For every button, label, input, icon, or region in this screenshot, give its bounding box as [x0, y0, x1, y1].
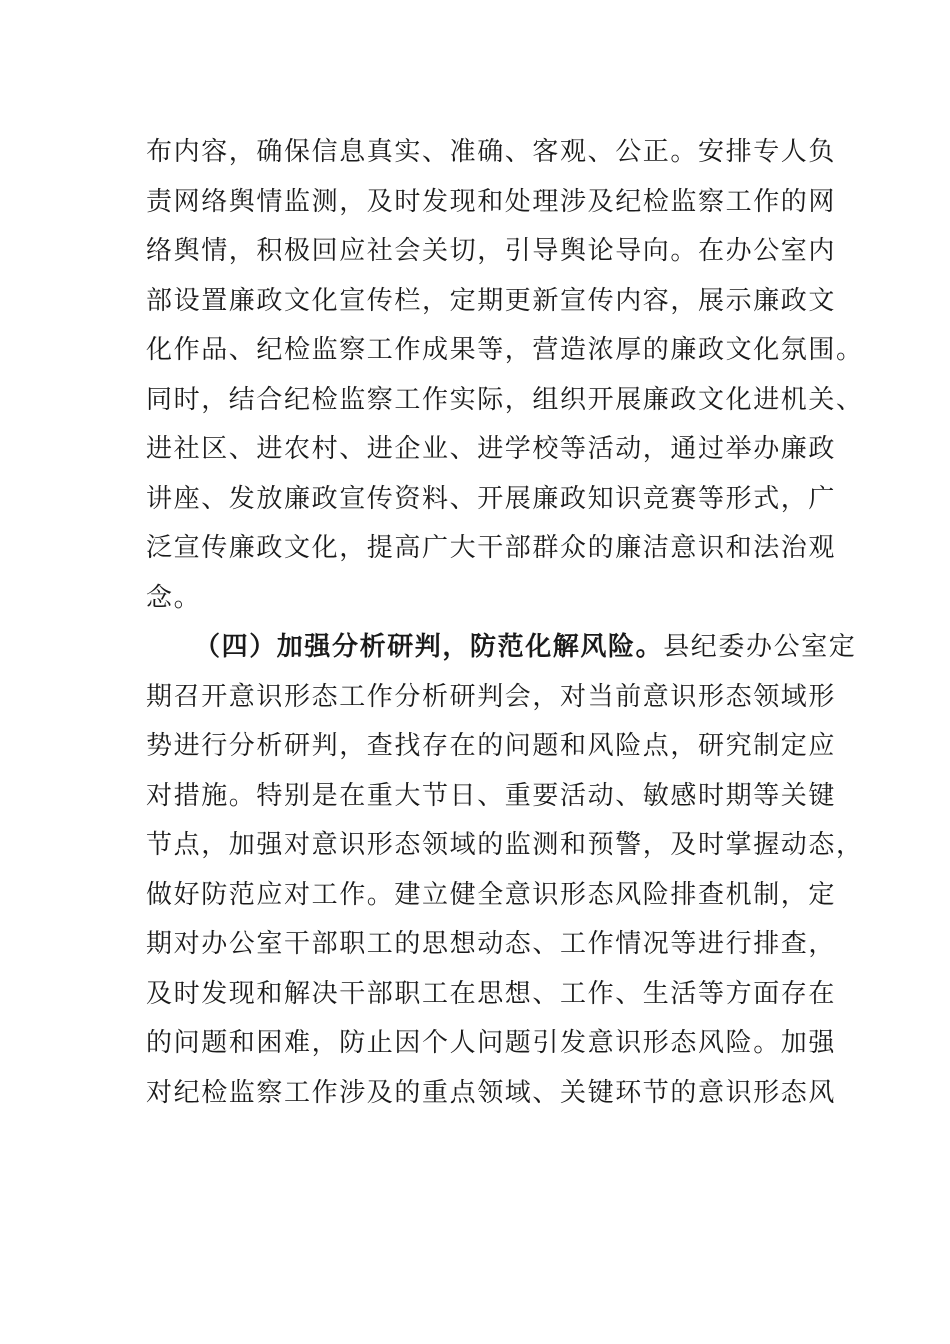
- paragraph-line: 对措施。特别是在重大节日、重要活动、敏感时期等关键: [146, 780, 837, 811]
- paragraph-line: 络舆情，积极回应社会关切，引导舆论导向。在办公室内: [146, 236, 837, 266]
- paragraph-line: 期对办公室干部职工的思想动态、工作情况等进行排查，: [146, 929, 837, 959]
- paragraph-line: 的问题和困难，防止因个人问题引发意识形态风险。加强: [146, 1028, 837, 1058]
- paragraph-line: 同时，结合纪检监察工作实际，组织开展廉政文化进机关、: [146, 384, 864, 415]
- paragraph-line: 进社区、进农村、进企业、进学校等活动，通过举办廉政: [146, 434, 837, 464]
- paragraph-line: 讲座、发放廉政宣传资料、开展廉政知识竞赛等形式，广: [146, 483, 837, 514]
- paragraph-line: 责网络舆情监测，及时发现和处理涉及纪检监察工作的网: [146, 186, 837, 217]
- paragraph-line: 化作品、纪检监察工作成果等，营造浓厚的廉政文化氛围。: [146, 335, 864, 365]
- paragraph-line: 做好防范应对工作。建立健全意识形态风险排查机制，定: [146, 879, 837, 910]
- section-4-heading: （四）加强分析研判，防范化解风险。: [194, 632, 664, 662]
- paragraph-line: 对纪检监察工作涉及的重点领域、关键环节的意识形态风: [146, 1077, 837, 1108]
- paragraph-line: 部设置廉政文化宣传栏，定期更新宣传内容，展示廉政文: [146, 285, 837, 316]
- paragraph-line: 布内容，确保信息真实、准确、客观、公正。安排专人负: [146, 137, 837, 167]
- paragraph-line: 及时发现和解决干部职工在思想、工作、生活等方面存在: [146, 978, 837, 1009]
- paragraph-line: 势进行分析研判，查找存在的问题和风险点，研究制定应: [146, 731, 837, 761]
- paragraph-line: 泛宣传廉政文化，提高广大干部群众的廉洁意识和法治观: [146, 533, 837, 563]
- paragraph-line: 节点，加强对意识形态领域的监测和预警，及时掌握动态，: [146, 830, 864, 860]
- paragraph-line: 期召开意识形态工作分析研判会，对当前意识形态领域形: [146, 681, 837, 712]
- document-body: [146, 128, 864, 1118]
- section-4-first-line: [146, 623, 857, 673]
- paragraph-line: 念。: [146, 582, 202, 613]
- section-4-first-line-text: 县纪委办公室定: [663, 632, 857, 662]
